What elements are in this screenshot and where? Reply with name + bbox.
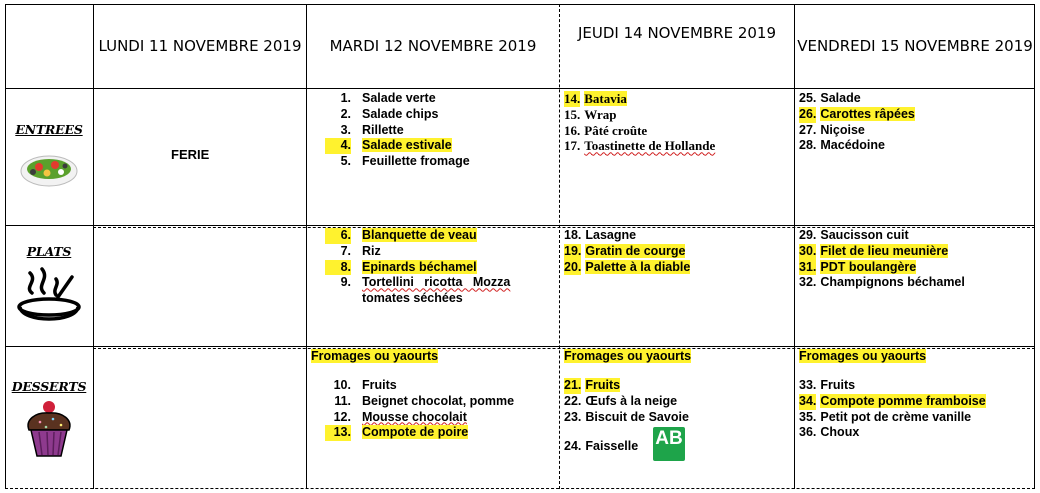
table-border-right [1034, 4, 1035, 489]
row-divider [5, 88, 1035, 89]
menu-item [325, 260, 557, 276]
menu-item [799, 425, 986, 441]
item-text: Compote pomme framboise [820, 393, 986, 408]
menu-item [325, 275, 557, 291]
menu-item [564, 244, 690, 260]
item-number: 28. [799, 138, 817, 153]
item-number: 32. [799, 275, 817, 290]
item-number: 26. [799, 106, 817, 121]
column-divider [93, 4, 94, 489]
item-number: 25. [799, 91, 817, 105]
menu-item [325, 291, 557, 307]
item-number: 14. [564, 91, 581, 106]
item-text: Saucisson cuit [820, 228, 909, 242]
ab-logo-letters: AB [655, 428, 683, 449]
item-number: 19. [564, 243, 582, 258]
menu-item [564, 123, 715, 139]
item-number: 8. [325, 260, 351, 276]
menu-item [564, 378, 689, 394]
menu-item [799, 107, 915, 123]
item-number: 35. [799, 409, 817, 424]
column-divider [306, 4, 307, 489]
item-number: 5. [340, 154, 351, 169]
item-text: Compote de poire [362, 425, 469, 440]
item-text: Lasagne [585, 228, 637, 242]
item-text: Salade verte [362, 91, 436, 105]
menu-item [564, 394, 689, 410]
menu-item [799, 138, 915, 154]
item-text: Riz [362, 243, 381, 258]
menu-item [564, 260, 690, 276]
item-number: 1. [340, 91, 351, 105]
item-text: Batavia [584, 91, 627, 106]
menu-item [799, 410, 986, 426]
item-number: 20. [564, 259, 582, 274]
organic-ab-logo-icon [653, 427, 685, 461]
item-text: Biscuit de Savoie [585, 409, 689, 424]
item-text: Rillette [362, 122, 404, 137]
item-text: Niçoise [820, 122, 865, 137]
item-text: Palette à la diable [585, 259, 691, 274]
menu-item [564, 91, 715, 107]
item-text: Choux [820, 425, 860, 440]
item-number: 36. [799, 425, 817, 440]
menu-item [564, 228, 690, 244]
dessert-header-text: Fromages ou yaourts [799, 349, 927, 363]
desserts-friday-header [799, 348, 926, 364]
item-number: 13. [325, 425, 351, 441]
item-number: 16. [564, 122, 581, 138]
menu-item [325, 410, 514, 426]
category-label: DESSERTS [11, 379, 87, 394]
item-text: Fruits [820, 378, 856, 392]
menu-item [799, 91, 915, 107]
item-number: 30. [799, 243, 817, 258]
plats-friday-list [799, 228, 965, 291]
item-number: 21. [564, 378, 582, 392]
row-divider [5, 225, 1035, 226]
item-number: 24. [564, 439, 582, 454]
item-text: Feuillette fromage [362, 154, 470, 169]
item-text: Filet de lieu meunière [820, 243, 949, 258]
category-label: PLATS [26, 244, 72, 259]
row-divider [5, 346, 1035, 347]
desserts-thursday-header [564, 348, 691, 364]
item-number: 3. [340, 122, 351, 137]
menu-item [799, 260, 965, 276]
menu-item [325, 244, 557, 260]
item-text: Petit pot de crème vanille [820, 409, 972, 424]
menu-item [325, 425, 514, 441]
item-text: PDT boulangère [820, 259, 917, 274]
item-text: Salade chips [362, 106, 439, 121]
item-text: Toastinette de Hollande [584, 138, 716, 154]
plats-tuesday-list [325, 228, 557, 307]
menu-item [325, 91, 470, 107]
menu-item [325, 138, 470, 154]
item-number: 4. [325, 138, 351, 154]
entrees-friday-list [799, 91, 915, 154]
item-text: Epinards béchamel [362, 259, 477, 274]
item-number: 22. [564, 393, 582, 408]
item-text: Beignet chocolat, pomme [362, 393, 515, 408]
desserts-tuesday-header [311, 348, 438, 364]
item-number: 31. [799, 259, 817, 274]
item-number: 27. [799, 122, 817, 137]
category-entrees [5, 122, 93, 194]
desserts-tuesday-list [325, 378, 514, 441]
item-text: Pâté croûte [584, 122, 648, 138]
category-label: ENTREES [15, 122, 83, 137]
menu-table [5, 4, 1035, 489]
item-number: 17. [564, 138, 581, 154]
item-text: Wrap [584, 106, 617, 122]
plats-thursday-list [564, 228, 690, 275]
item-text: Salade estivale [362, 138, 452, 153]
column-divider [559, 4, 560, 489]
item-number: 2. [340, 106, 351, 121]
item-number: 6. [325, 228, 351, 244]
item-number: 12. [333, 409, 351, 424]
item-text: Œufs à la neige [585, 393, 678, 408]
item-number: 29. [799, 228, 817, 242]
item-text: Gratin de courge [585, 243, 686, 258]
item-text: Champignons béchamel [820, 275, 965, 290]
category-desserts [5, 379, 93, 465]
table-border-bottom [5, 488, 1035, 489]
menu-item [564, 138, 715, 154]
menu-item [799, 123, 915, 139]
entrees-tuesday-list [325, 91, 470, 170]
menu-item [799, 394, 986, 410]
day-header-tuesday: MARDI 12 NOVEMBRE 2019 [329, 37, 537, 55]
day-header-friday: VENDREDI 15 NOVEMBRE 2019 [797, 37, 1033, 55]
item-text: Salade [820, 91, 861, 105]
item-number: 34. [799, 393, 817, 408]
menu-item [564, 410, 689, 426]
day-header-thursday: JEUDI 14 NOVEMBRE 2019 [577, 24, 777, 42]
menu-item [325, 154, 470, 170]
desserts-friday-list [799, 378, 986, 441]
column-divider [794, 4, 795, 489]
menu-item [325, 107, 470, 123]
item-number: 18. [564, 228, 582, 242]
item-number: 9. [340, 275, 351, 290]
menu-item [799, 378, 986, 394]
menu-item [799, 275, 965, 291]
dessert-header-text: Fromages ou yaourts [564, 349, 692, 363]
entrees-thursday-list [564, 91, 715, 154]
item-number: 7. [340, 243, 351, 258]
menu-item [325, 378, 514, 394]
item-number: 33. [799, 378, 817, 392]
item-text: Carottes râpées [820, 106, 915, 121]
salad-bowl-icon [19, 147, 79, 189]
item-text: Mousse chocolait [362, 409, 467, 424]
item-number: 11. [334, 393, 351, 408]
item-number: 15. [564, 106, 581, 122]
item-number: 10. [333, 378, 351, 392]
holiday-label: FERIE [171, 147, 210, 162]
table-border-top [5, 4, 1035, 5]
item-text: Macédoine [820, 138, 885, 153]
item-text: Blanquette de veau [362, 228, 477, 242]
cupcake-icon [23, 400, 75, 460]
item-text: Fruits [362, 378, 397, 392]
day-header-monday: LUNDI 11 NOVEMBRE 2019 [98, 37, 302, 55]
menu-item [325, 228, 557, 244]
steaming-dish-icon [16, 265, 82, 331]
item-text: Tortellini ricotta Mozza [362, 275, 511, 290]
item-text: tomates séchées [362, 291, 463, 306]
category-plats [5, 244, 93, 336]
item-text: Fruits [585, 378, 621, 392]
dessert-header-text: Fromages ou yaourts [311, 349, 439, 363]
menu-item [564, 107, 715, 123]
item-text: Faisselle [585, 439, 639, 454]
menu-item [799, 244, 965, 260]
item-number: 23. [564, 409, 582, 424]
menu-item [325, 123, 470, 139]
menu-item [799, 228, 965, 244]
menu-item [325, 394, 514, 410]
